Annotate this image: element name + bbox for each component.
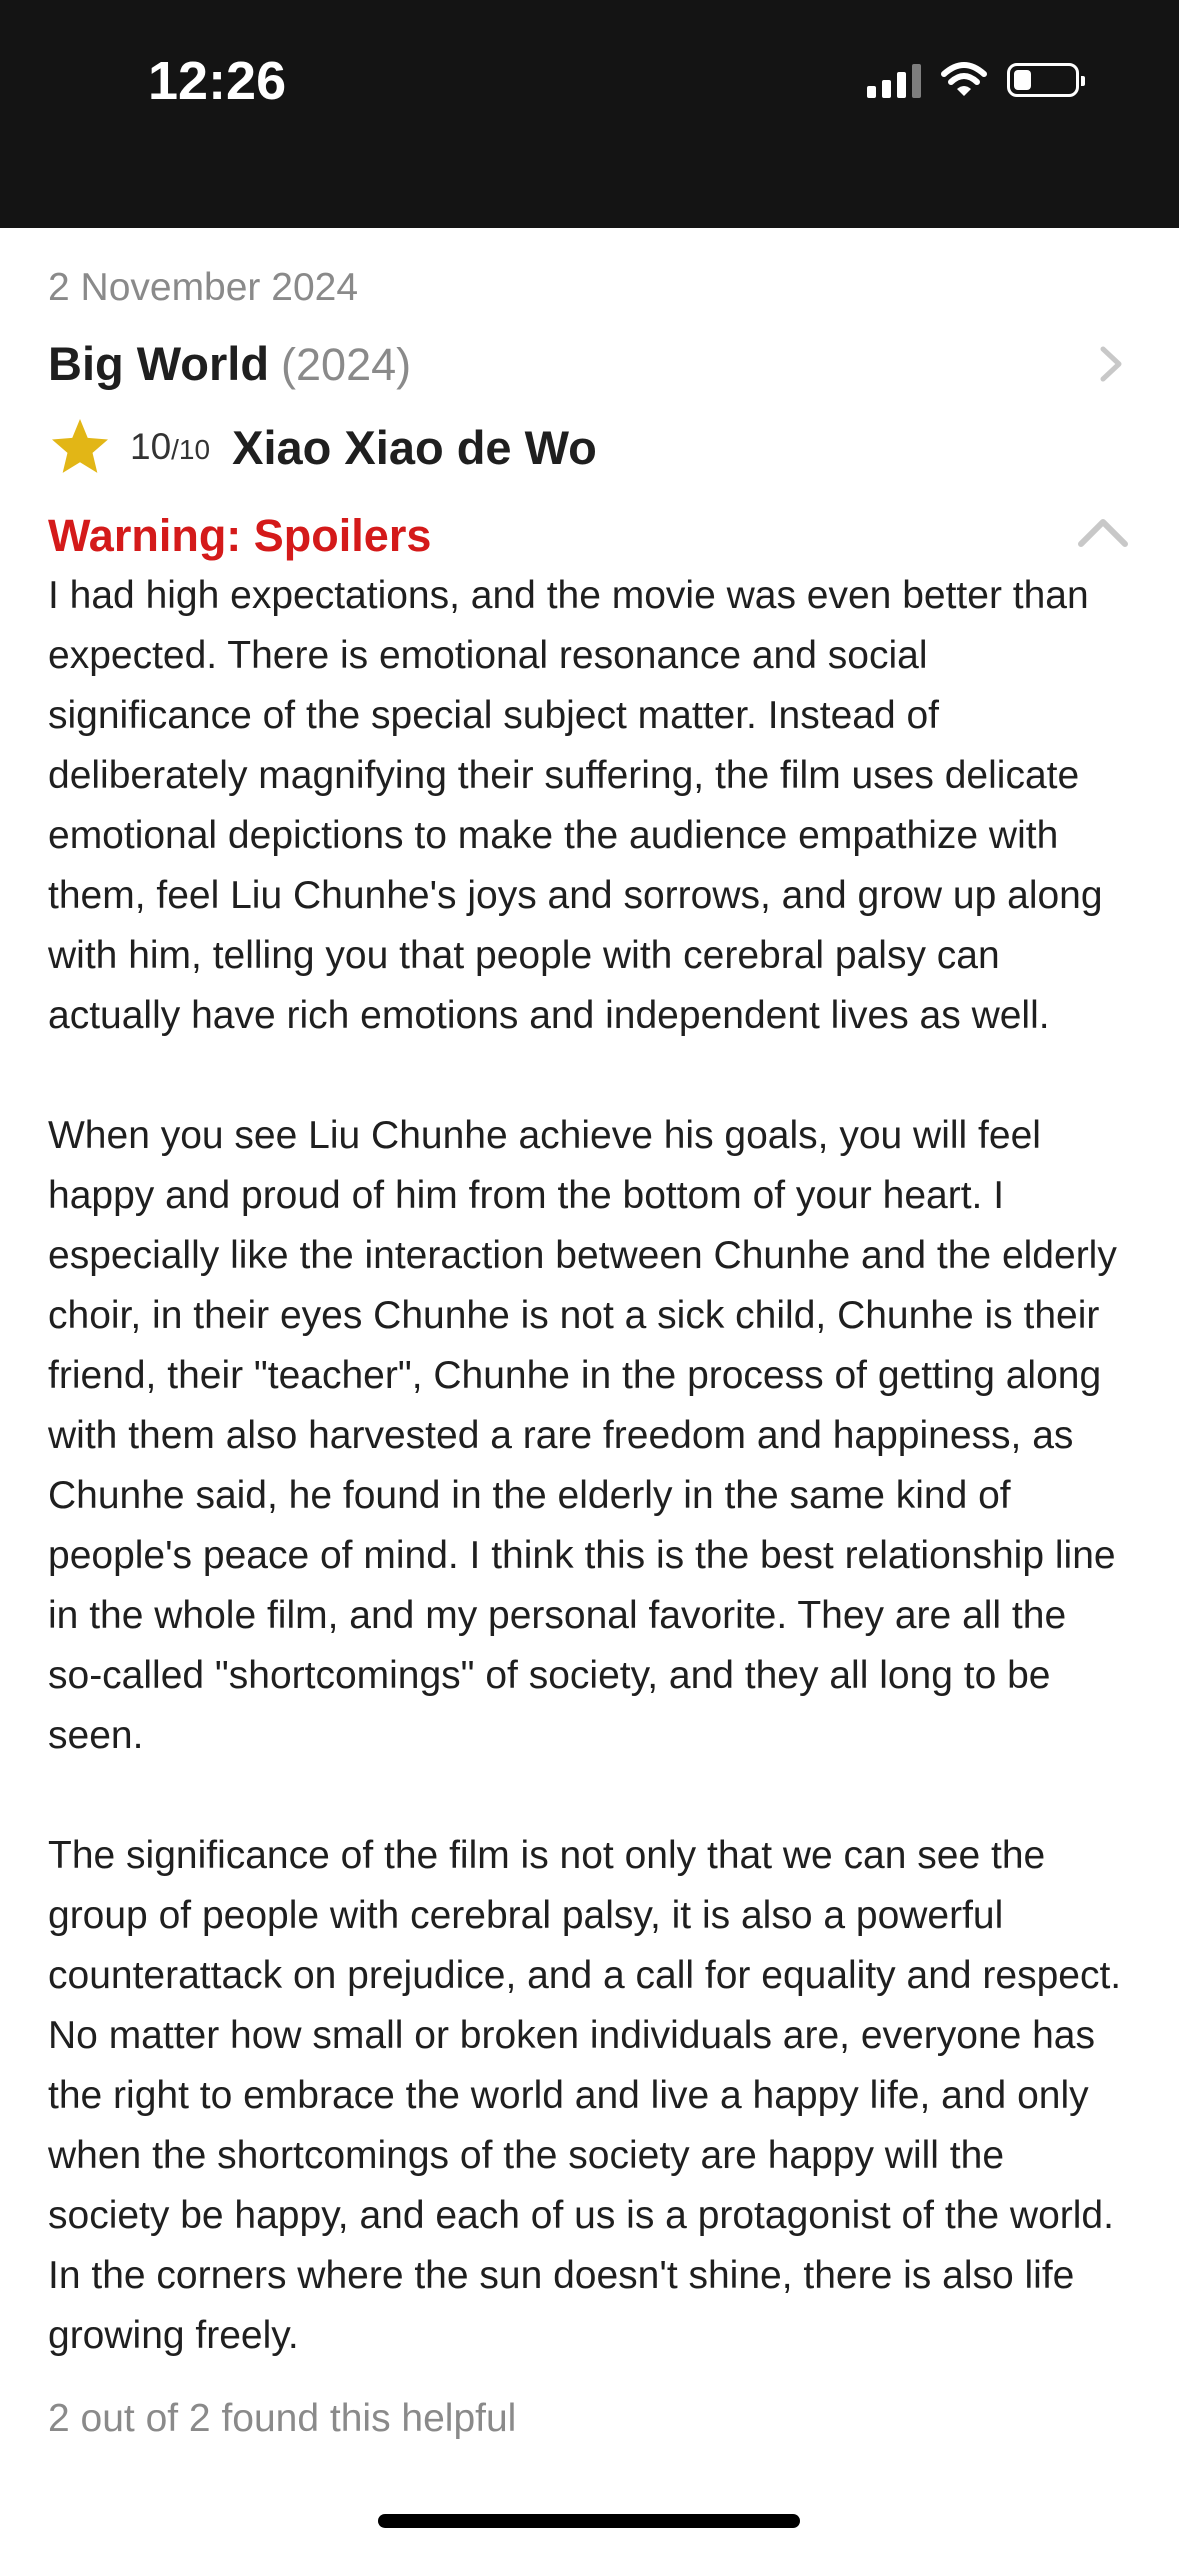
spoiler-toggle[interactable] xyxy=(48,508,1131,564)
home-indicator[interactable] xyxy=(378,2514,800,2528)
chevron-right-icon xyxy=(1091,344,1131,384)
review-author[interactable]: Xiao Xiao de Wo xyxy=(232,420,597,474)
status-icons xyxy=(867,62,1079,98)
review-card xyxy=(48,228,1131,2444)
review-paragraph: When you see Liu Chunhe achieve his goals, you will feel happy and proud of him from the bottom of your heart. I especially like the interaction between Chunhe and the elderly choir, in their eyes Chunhe is not a sick child, Chunhe is their friend, their "teacher", Chunhe in the process of getting along with them also harvested a rare freedom and happiness, as Chunhe said, he found in the elderly in the same kind of people's peace of mind. I think this is the best relationship line in the whole film, and my personal favorite. They are all the so-called "shortcomings" of society, and they all long to be seen. xyxy=(48,1114,1117,1757)
rating-max: /10 xyxy=(171,434,211,465)
cellular-signal-icon xyxy=(867,62,921,98)
movie-year: (2024) xyxy=(281,339,412,390)
battery-icon xyxy=(1007,63,1079,97)
review-body xyxy=(48,566,1131,2366)
helpful-count: 2 out of 2 found this helpful xyxy=(48,2397,517,2440)
movie-title-link[interactable] xyxy=(48,334,1131,394)
review-paragraph: The significance of the film is not only that we can see the group of people with cerebral palsy, it is also a powerful counterattack on prejudice, and a call for equality and respect. No matter how small or broken individuals are, everyone has the right to embrace the world and live a happy life, and only when the shortcomings of the society are happy will the society be happy, and each of us is a protagonist of the world. In the corners where the sun doesn't shine, there is also life growing freely. xyxy=(48,1834,1122,2357)
status-time: 12:26 xyxy=(148,51,287,111)
review-date: 2 November 2024 xyxy=(48,266,359,309)
chevron-up-icon[interactable] xyxy=(1075,512,1131,552)
rating-value: 10/10 xyxy=(130,426,211,467)
star-icon xyxy=(48,415,112,479)
movie-title: Big World xyxy=(48,337,270,390)
wifi-icon xyxy=(941,62,987,98)
status-bar xyxy=(0,0,1179,228)
spoiler-warning: Warning: Spoilers xyxy=(48,510,432,561)
rating-row xyxy=(48,412,1131,482)
review-paragraph: I had high expectations, and the movie was even better than expected. There is emotional resonance and social significance of the special subject matter. Instead of deliberately magnifying their suffering, the film uses delicate emotional depictions to make the audience empathize with them, feel Liu Chunhe's joys and sorrows, and grow up along with him, telling you that people with cerebral palsy can actually have rich emotions and independent lives as well. xyxy=(48,574,1103,1037)
